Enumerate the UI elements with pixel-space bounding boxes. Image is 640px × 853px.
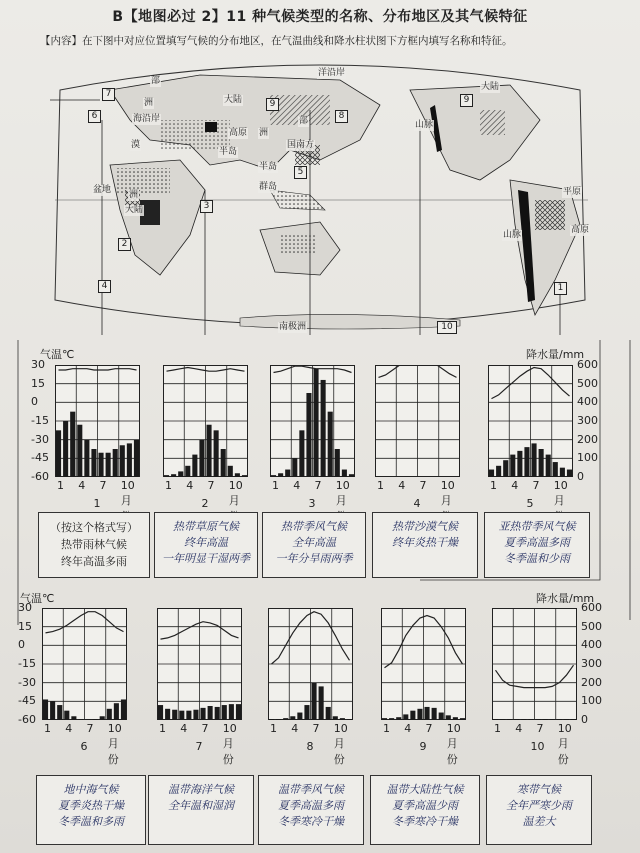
month-tick: 4 — [291, 722, 299, 735]
page-title: B【地图必过 2】11 种气候类型的名称、分布地区及其气候特征 — [112, 9, 528, 25]
answer-line: 夏季高温多雨 — [504, 536, 570, 549]
map-label: 平原 — [563, 187, 582, 197]
temp-tick: 30 — [18, 601, 32, 614]
month-tick: 7 — [419, 479, 427, 492]
precip-bar — [222, 705, 227, 720]
answer-box-10[interactable] — [486, 775, 592, 845]
precip-bar — [460, 718, 465, 720]
map-label: 洲 — [259, 128, 269, 138]
precip-bar — [347, 719, 352, 720]
precip-tick: 0 — [577, 470, 584, 483]
precip-bar — [100, 716, 105, 720]
temp-axis-title: 气温℃ — [40, 348, 75, 361]
temp-tick: -45 — [31, 451, 49, 465]
month-tick: 7 — [312, 722, 320, 735]
temp-tick: 15 — [18, 619, 32, 633]
answer-line: 冬季温和多雨 — [58, 815, 124, 828]
precip-bar — [290, 716, 295, 720]
answer-box-6[interactable] — [36, 775, 146, 845]
precip-bar — [417, 709, 422, 720]
month-tick: 4 — [186, 479, 194, 492]
precip-tick: 500 — [581, 619, 602, 633]
month-tick: 10月 — [228, 479, 243, 507]
map-label: 山脉 — [415, 120, 434, 130]
answer-line: 一年分旱雨两季 — [275, 552, 353, 565]
answer-line: 热带季风气候 — [281, 520, 347, 533]
precip-bar — [276, 719, 281, 720]
temp-tick: 15 — [31, 376, 45, 390]
answer-line: 地中海气候 — [63, 783, 119, 796]
month-tick: 7 — [86, 722, 94, 735]
map-label: 国南方 — [287, 140, 315, 150]
month-tick: 1 — [383, 722, 390, 735]
map-label: 盆地 — [93, 185, 112, 195]
month-tick: 10月 — [440, 479, 455, 507]
precip-bar — [326, 707, 331, 720]
precip-bar — [186, 711, 191, 720]
month-tick: 1 — [490, 479, 497, 492]
map-label: 群岛 — [259, 182, 278, 192]
month-tick: 4 — [293, 479, 301, 492]
precip-bar — [514, 719, 519, 720]
month-tick: 4 — [180, 722, 188, 735]
month-tick: 7 — [536, 722, 544, 735]
month-tick: 7 — [425, 722, 433, 735]
temp-tick: -30 — [18, 675, 36, 689]
temp-axis-title: 气温℃ — [20, 592, 55, 605]
answer-line: 夏季高温少雨 — [392, 799, 458, 812]
precip-bar — [215, 707, 220, 720]
precip-bar — [543, 719, 548, 720]
answer-line: 一年明显干湿两季 — [162, 552, 250, 565]
map-label: 漠 — [131, 140, 141, 150]
precip-bar — [121, 699, 126, 720]
precip-tick: 300 — [577, 414, 598, 427]
month-tick: 1 — [159, 722, 166, 735]
precip-bar — [453, 717, 458, 720]
answer-line: 冬季温和少雨 — [504, 552, 570, 565]
chart-number: 6 — [80, 740, 88, 753]
precip-bar — [229, 704, 234, 720]
precip-tick: 100 — [581, 694, 602, 708]
map-label: 南极洲 — [279, 322, 307, 332]
precip-bar — [439, 713, 444, 720]
precip-tick: 600 — [581, 601, 602, 614]
month-tick: 1 — [270, 722, 277, 735]
precip-bar — [389, 718, 394, 720]
map-label: 大陆 — [481, 82, 500, 92]
chart-number: 9 — [419, 740, 427, 753]
month-tick: 4 — [78, 479, 86, 492]
answer-line: 夏季炎热干燥 — [58, 799, 124, 812]
answer-line: 终年高温多雨 — [61, 555, 127, 568]
chart-number: 4 — [413, 497, 421, 510]
precip-tick: 400 — [577, 395, 598, 409]
precip-bar — [319, 686, 324, 720]
precip-bar — [50, 701, 55, 720]
precip-bar — [528, 719, 533, 720]
map-number: 8 — [335, 110, 348, 123]
precip-tick: 200 — [577, 432, 598, 446]
month-tick: 10月份 — [557, 722, 572, 766]
map-label: 大陆 — [125, 205, 144, 215]
month-tick: 10月份 — [222, 722, 237, 766]
precip-bar — [557, 719, 562, 720]
answer-box-9[interactable] — [370, 775, 480, 845]
map-number: 7 — [102, 88, 115, 101]
month-tick: 4 — [65, 722, 73, 735]
instructions: 【内容】在下图中对应位置填写气候的分布地区，在气温曲线和降水柱状图下方框内填写名称和特征。 — [40, 35, 513, 47]
precip-bar — [43, 699, 48, 720]
map-number: 4 — [98, 280, 111, 293]
month-tick: 4 — [515, 722, 523, 735]
answer-line: 温带季风气候 — [278, 783, 344, 796]
map-label: 大陆 — [224, 95, 243, 105]
precip-bar — [500, 719, 505, 720]
world-map — [40, 50, 600, 335]
precip-bar — [536, 719, 541, 720]
precip-bar — [114, 703, 119, 720]
map-label: 高原 — [229, 128, 248, 138]
month-tick: 10月 — [553, 479, 568, 507]
chart-number: 10 — [530, 740, 545, 753]
month-tick: 1 — [272, 479, 279, 492]
month-tick: 1 — [494, 722, 501, 735]
answer-line: 寒带气候 — [517, 783, 561, 796]
month-tick: 1 — [44, 722, 51, 735]
month-tick: 1 — [165, 479, 172, 492]
temp-tick: -60 — [31, 470, 49, 483]
month-tick: 7 — [532, 479, 540, 492]
answer-line: 终年炎热干燥 — [392, 536, 458, 549]
map-label: 半岛 — [219, 147, 238, 157]
precip-bar — [571, 719, 576, 720]
precip-bar — [57, 705, 62, 720]
month-tick: 7 — [99, 479, 107, 492]
answer-line: 温带大陆性气候 — [386, 783, 464, 796]
answer-line: 全年温和湿润 — [168, 799, 234, 812]
answer-line: 亚热带季风气候 — [498, 520, 576, 533]
answer-line: 终年高温 — [184, 536, 228, 549]
answer-line: 冬季寒冷干燥 — [392, 815, 458, 828]
precip-bar — [158, 705, 163, 720]
month-tick: 10月份 — [446, 722, 461, 766]
map-label: 海沿岸 — [133, 114, 161, 124]
precip-bar — [396, 717, 401, 720]
map-label: 部 — [151, 76, 161, 86]
precip-tick: 200 — [581, 675, 602, 689]
month-tick: 4 — [404, 722, 412, 735]
answer-line: 热带草原气候 — [173, 520, 239, 533]
precip-bar — [550, 719, 555, 720]
precip-bar — [64, 711, 69, 720]
chart-number: 1 — [93, 497, 101, 510]
month-tick: 1 — [377, 479, 384, 492]
precip-bar — [312, 683, 317, 720]
precip-bar — [340, 718, 345, 720]
precip-bar — [165, 709, 170, 720]
answer-line: 全年高温 — [292, 536, 336, 549]
connector-lines — [0, 330, 640, 660]
precip-bar — [236, 704, 241, 720]
precip-bar — [446, 715, 451, 720]
precip-axis-title: 降水量/mm — [536, 592, 595, 605]
chart-number: 5 — [526, 497, 534, 510]
temp-tick: -60 — [18, 713, 36, 726]
precip-bar — [425, 707, 430, 720]
temp-tick: -30 — [31, 432, 49, 446]
precip-bar — [521, 719, 526, 720]
map-label: 洲 — [144, 98, 154, 108]
month-tick: 7 — [207, 479, 215, 492]
precip-bar — [333, 716, 338, 720]
precip-bar — [269, 719, 274, 720]
precip-bar — [107, 709, 112, 720]
precip-axis-title: 降水量/mm — [526, 348, 585, 361]
answer-line: 夏季高温多雨 — [278, 799, 344, 812]
month-tick: 10月份 — [107, 722, 122, 766]
precip-bar — [410, 711, 415, 720]
temp-tick: 0 — [18, 638, 25, 652]
chart-number: 7 — [195, 740, 203, 753]
answer-line: （按这个格式写） — [50, 521, 138, 534]
month-tick: 7 — [201, 722, 209, 735]
month-tick: 4 — [511, 479, 519, 492]
temp-tick: 30 — [31, 358, 45, 371]
chart-number: 3 — [308, 497, 316, 510]
answer-line: 温差大 — [522, 815, 556, 828]
map-number: 2 — [118, 238, 131, 251]
precip-tick: 500 — [577, 376, 598, 390]
precip-bar — [201, 708, 206, 720]
map-label: 洋沿岸 — [318, 68, 346, 78]
answer-line: 温带海洋气候 — [168, 783, 234, 796]
map-number: 1 — [554, 282, 567, 295]
month-tick: 10月 — [120, 479, 135, 507]
map-number: 5 — [294, 166, 307, 179]
answer-line: 热带沙漠气候 — [392, 520, 458, 533]
precip-bar — [403, 714, 408, 720]
precip-bar — [193, 710, 198, 720]
precip-bar — [283, 718, 288, 720]
chart-number: 8 — [306, 740, 314, 753]
map-label: 半岛 — [259, 162, 278, 172]
precip-bar — [71, 716, 76, 720]
answer-line: 冬季寒冷干燥 — [278, 815, 344, 828]
map-label: 部 — [299, 116, 309, 126]
month-tick: 7 — [314, 479, 322, 492]
precip-bar — [297, 713, 302, 720]
answer-box-7[interactable] — [148, 775, 254, 845]
temp-tick: -15 — [31, 414, 49, 427]
precip-tick: 100 — [577, 451, 598, 465]
map-label: 高原 — [571, 225, 590, 235]
precip-tick: 400 — [581, 638, 602, 652]
precip-bar — [78, 719, 83, 720]
chart-number: 2 — [201, 497, 209, 510]
precip-bar — [382, 718, 387, 720]
map-number: 9 — [460, 94, 473, 107]
precip-tick: 600 — [577, 358, 598, 371]
precip-bar — [493, 719, 498, 720]
temp-tick: -45 — [18, 694, 36, 708]
precip-tick: 0 — [581, 713, 588, 726]
precip-tick: 300 — [581, 657, 602, 670]
precip-bar — [564, 719, 569, 720]
month-tick: 10月 — [335, 479, 350, 507]
precip-bar — [172, 710, 177, 720]
map-label: 洲 — [129, 190, 139, 200]
month-tick: 10月份 — [333, 722, 348, 766]
precip-bar — [432, 708, 437, 720]
precip-bar — [93, 719, 98, 720]
answer-line: 全年严寒少雨 — [506, 799, 572, 812]
answer-line: 热带雨林气候 — [61, 538, 127, 551]
map-label: 山脉 — [503, 230, 522, 240]
map-number: 3 — [200, 200, 213, 213]
precip-bar — [507, 719, 512, 720]
temp-tick: 0 — [31, 395, 38, 409]
precip-bar — [179, 711, 184, 720]
map-drawing — [40, 50, 600, 335]
map-number: 10 — [437, 321, 457, 334]
map-number: 9 — [266, 98, 279, 111]
map-number: 6 — [88, 110, 101, 123]
precip-bar — [208, 706, 213, 720]
temp-tick: -15 — [18, 657, 36, 670]
month-tick: 1 — [57, 479, 64, 492]
answer-box-8[interactable] — [258, 775, 364, 845]
precip-bar — [304, 705, 309, 720]
month-tick: 4 — [398, 479, 406, 492]
